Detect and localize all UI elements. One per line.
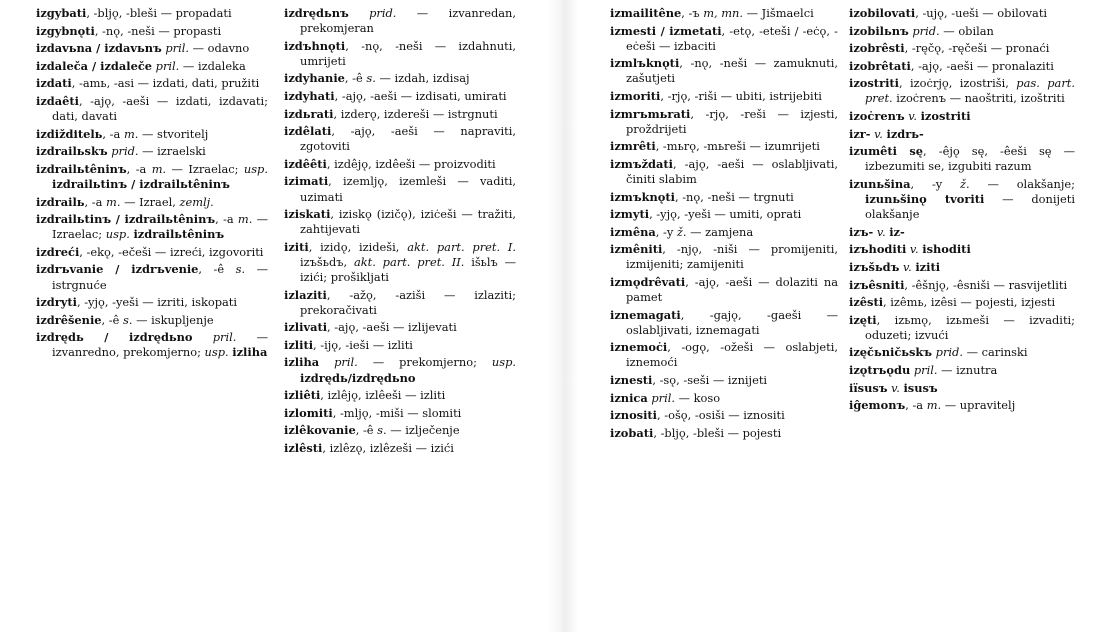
dictionary-entry	[610, 207, 838, 222]
dictionary-entry	[849, 24, 1075, 39]
headword: izunьšina	[849, 176, 911, 191]
grammar-label: s.	[235, 262, 246, 277]
dictionary-entry	[610, 242, 838, 272]
headword: izliha	[232, 345, 268, 360]
dictionary-entry	[36, 24, 268, 39]
definition-text: , -y	[655, 224, 677, 239]
headword: izlaziti	[284, 287, 327, 302]
headword: izliha	[284, 355, 320, 370]
definition-text: — izvanredno, prekomjerno;	[52, 330, 268, 360]
headword: izdyhanie	[284, 71, 345, 86]
definition-text: , -êjǫ sę, -êeši sę — izbezumiti se, izgubiti razum	[865, 144, 1075, 174]
dictionary-entry	[849, 76, 1075, 106]
headword: izlêkovanie	[284, 423, 356, 438]
headword: izlomiti	[284, 405, 333, 420]
headword: izunьšinǫ tvoriti	[865, 192, 985, 207]
headword: izdьrati	[284, 106, 334, 121]
headword: izliêti	[284, 388, 321, 403]
grammar-label: prid.	[935, 345, 963, 360]
definition-text: — koso	[675, 390, 721, 405]
dictionary-entry	[36, 6, 268, 21]
headword: iziti	[915, 259, 941, 274]
definition-text: , izêmь, izêsi — pojesti, izjesti	[883, 295, 1056, 310]
grammar-label: ž.	[676, 224, 687, 239]
definition-text: , izidǫ, izideši,	[308, 239, 408, 254]
dictionary-entry	[284, 406, 516, 421]
definition-text: — carinski	[962, 345, 1028, 360]
definition-text: , -ajǫ, -aeši — pronalaziti	[910, 58, 1054, 73]
dictionary-entry	[849, 127, 1075, 142]
grammar-label: usp.	[105, 227, 130, 242]
grammar-label: pril.	[651, 390, 676, 405]
dictionary-column-4	[849, 6, 1075, 416]
definition-text: , -ažǫ, -aziši — izlaziti; prekoračivati	[300, 287, 516, 317]
definition-text: , -amь, -asi — izdati, dati, pružiti	[71, 76, 260, 91]
dictionary-entry	[849, 295, 1075, 310]
grammar-label: zemlj.	[179, 194, 214, 209]
headword: izdrailь	[36, 194, 85, 209]
definition-text: — izvanredan, prekomjeran	[300, 6, 516, 36]
grammar-label: ž.	[960, 176, 970, 191]
headword: izgybati	[36, 6, 87, 20]
headword: izmailitêne	[610, 6, 682, 20]
definition-text: , -ijǫ, -ieši — izliti	[313, 337, 413, 352]
dictionary-entry	[610, 408, 838, 423]
grammar-label: v.	[908, 109, 917, 124]
headword: izmyti	[610, 207, 650, 222]
headword: izdryti	[36, 295, 77, 310]
definition-text: — Jišmaelci	[743, 6, 814, 20]
headword: isusъ	[903, 380, 938, 395]
dictionary-column-2	[284, 6, 516, 459]
headword: izlêsti	[284, 440, 323, 455]
dictionary-column-1	[36, 6, 268, 363]
definition-text: , -rjǫ, -riši — ubiti, istrijebiti	[660, 88, 822, 103]
definition-text: , izьmǫ, izьmeši — izvaditi; oduzeti; izvući	[865, 312, 1075, 342]
headword: iz-	[889, 224, 905, 239]
headword: izobilovati	[849, 6, 916, 20]
dictionary-entry	[610, 275, 838, 305]
definition-text: — iznutra	[937, 362, 998, 377]
dictionary-entry	[610, 225, 838, 240]
dictionary-entry	[849, 225, 1075, 240]
dictionary-entry	[284, 89, 516, 104]
headword: izdrędь / izdrędьno	[36, 330, 193, 345]
headword: izmrъmьrati	[610, 106, 691, 121]
dictionary-entry	[849, 6, 1075, 21]
definition-text	[319, 355, 334, 369]
headword: izdrailьtêninъ	[133, 227, 225, 242]
definition-text: , -ajǫ, -aeši — oslabljivati, činiti slabim	[626, 156, 838, 186]
definition-text: — izlječenje	[386, 423, 460, 438]
grammar-label: s.	[122, 312, 133, 327]
definition-text: , -ekǫ, -ečeši — izreći, izgovoriti	[79, 244, 264, 259]
headword: izmoriti	[610, 88, 661, 103]
headword: izobati	[610, 425, 654, 440]
dictionary-entry	[849, 398, 1075, 413]
headword: iziskati	[284, 207, 331, 222]
headword: izostriti	[849, 76, 899, 91]
dictionary-entry	[284, 288, 516, 318]
definition-text: , -ošǫ, -osiši — iznositi	[657, 408, 785, 423]
headword: iïsusъ	[849, 380, 888, 395]
dictionary-entry	[610, 139, 838, 154]
dictionary-entry	[284, 240, 516, 285]
dictionary-entry	[849, 41, 1075, 56]
grammar-label: prid.	[912, 23, 940, 38]
headword: izobrêsti	[849, 41, 905, 56]
definition-text: — istrgnuće	[52, 262, 268, 292]
headword: izdrailьtinъ / izdrailьtêninъ	[52, 176, 230, 191]
definition-text: išьlъ — izići; prošikljati	[300, 254, 516, 284]
dictionary-entry	[610, 6, 838, 21]
definition-text: , -a	[102, 126, 124, 141]
grammar-label: v.	[874, 126, 883, 141]
definition-text: , -nǫ, -neši — trgnuti	[674, 189, 794, 204]
definition-text: , izdêjǫ, izdêeši — proizvoditi	[326, 156, 496, 171]
headword: iznesti	[610, 373, 653, 388]
grammar-label: pril.	[155, 58, 180, 73]
grammar-label: akt. part. pret. I.	[407, 239, 516, 254]
headword: ishoditi	[922, 242, 971, 257]
definition-text: , izderǫ, izdereši — istrgnuti	[333, 106, 498, 121]
definition-text	[349, 6, 369, 20]
dictionary-entry	[849, 278, 1075, 293]
headword: izdrailьtinъ / izdrailьtêninъ	[36, 212, 216, 227]
headword: izǫtrьǫdu	[849, 362, 911, 377]
definition-text: , izlêzǫ, izlêzeši — izići	[322, 440, 454, 455]
headword: izdêêti	[284, 156, 327, 171]
dictionary-entry	[610, 24, 838, 54]
dictionary-entry	[849, 109, 1075, 124]
definition-text: , -ajǫ, -aeši — dolaziti na pamet	[626, 275, 838, 305]
grammar-label: pril.	[212, 330, 237, 345]
headword: izliti	[284, 337, 314, 352]
definition-text: — Izraelac;	[52, 212, 268, 242]
definition-text: , -njǫ, -niši — promijeniti, izmijeniti; zamijeniti	[626, 242, 838, 272]
grammar-label: usp.	[243, 161, 268, 176]
grammar-label: s.	[366, 71, 376, 86]
dictionary-entry	[36, 245, 268, 260]
definition-text: , -bljǫ, -bleši — pojesti	[653, 425, 782, 440]
headword: izimati	[284, 174, 329, 189]
grammar-label: m.	[926, 398, 942, 413]
headword: izobilьnъ	[849, 23, 909, 38]
dictionary-entry	[36, 41, 268, 56]
definition-text: , -ajǫ, -aeši — izlijevati	[327, 320, 457, 335]
definition-text: , -a	[905, 398, 927, 413]
definition-text: , -yjǫ, -yeši — izriti, iskopati	[76, 295, 238, 310]
dictionary-entry	[610, 56, 838, 86]
definition-text: , -gajǫ, -gaeši — oslabljivati, iznemagati	[626, 307, 838, 337]
headword: izdrêšenie	[36, 312, 102, 327]
definition-text: , -nǫ, -neši — zamuknuti, zašutjeti	[626, 56, 838, 86]
dictionary-entry	[610, 426, 838, 441]
definition-text: izъšьdъ,	[300, 254, 354, 269]
headword: izmêna	[610, 224, 656, 239]
dictionary-entry	[36, 295, 268, 310]
headword: izmesti / izmetati	[610, 23, 722, 38]
definition-text: , -ê	[344, 71, 367, 86]
definition-text: , -ajǫ, -aeši — napraviti, zgotoviti	[300, 124, 516, 154]
definition-text: — zamjena	[686, 224, 754, 239]
definition-text: , -bljǫ, -bleši — propadati	[86, 6, 232, 20]
definition-text: , -ê	[101, 312, 123, 327]
dictionary-entry	[284, 71, 516, 86]
dictionary-entry	[36, 195, 268, 210]
headword: izъ-	[849, 224, 874, 239]
definition-text: , -y	[910, 176, 961, 191]
definition-text: , -mьrǫ, -mьreši — izumrijeti	[655, 139, 820, 154]
headword: iznemagati	[610, 307, 681, 322]
definition-text: , -nǫ, -neši — propasti	[94, 23, 222, 38]
headword: izdъhnǫti	[284, 38, 346, 53]
dictionary-entry	[36, 313, 268, 328]
definition-text: , -etǫ, -eteši / -eċǫ, -eċeši — izbaciti	[626, 23, 839, 53]
dictionary-entry	[284, 107, 516, 122]
dictionary-entry	[849, 363, 1075, 378]
dictionary-entry	[284, 355, 516, 385]
headword: izdavьna / izdavьnъ	[36, 41, 162, 56]
dictionary-entry	[36, 162, 268, 192]
definition-text: izoċrenъ — naoštriti, izoštriti	[892, 91, 1065, 106]
headword: izęčьničьskъ	[849, 345, 933, 360]
headword: izdaêti	[36, 93, 79, 108]
headword: izr-	[849, 126, 871, 141]
dictionary-entry	[36, 76, 268, 91]
dictionary-entry	[284, 39, 516, 69]
dictionary-entry	[849, 345, 1075, 360]
definition-text: — donijeti olakšanje	[865, 192, 1075, 222]
dictionary-entry	[610, 391, 838, 406]
dictionary-entry	[610, 107, 838, 137]
dictionary-entry	[849, 177, 1075, 222]
dictionary-entry	[36, 330, 268, 360]
dictionary-entry	[284, 207, 516, 237]
headword: izostriti	[920, 109, 971, 124]
headword: iziti	[284, 239, 309, 254]
headword: izdiždіtelь	[36, 126, 103, 141]
dictionary-entry	[284, 388, 516, 403]
dictionary-entry	[610, 89, 838, 104]
definition-text: , -ê	[355, 423, 378, 438]
dictionary-entry	[284, 320, 516, 335]
definition-text	[193, 330, 213, 344]
definition-text: , -a	[84, 194, 107, 209]
grammar-label: usp.	[491, 355, 516, 370]
dictionary-entry	[284, 6, 516, 36]
definition-text: , -sǫ, -seši — iznijeti	[652, 373, 768, 388]
definition-text: , -ajǫ, -aeši — izdisati, umirati	[334, 88, 507, 103]
definition-text: — odavno	[189, 41, 250, 56]
headword: izmъždati	[610, 156, 673, 171]
headword: izdrь-	[886, 126, 924, 141]
dictionary-entry	[284, 423, 516, 438]
headword: izdrędьnъ	[284, 6, 349, 20]
definition-text: , -yjǫ, -yeši — umiti, oprati	[649, 207, 802, 222]
definition-text: , -rjǫ, -reši — izjesti, proždrijeti	[626, 106, 838, 136]
dictionary-entry	[610, 157, 838, 187]
headword: izdêlati	[284, 124, 332, 139]
headword: izъhoditi	[849, 242, 907, 257]
headword: izumêti sę	[849, 144, 924, 159]
page-gutter	[548, 0, 578, 632]
definition-text: , -a	[215, 212, 238, 227]
headword: izgybnǫti	[36, 23, 95, 38]
headword: iznica	[610, 390, 648, 405]
dictionary-entry	[610, 190, 838, 205]
headword: izlivati	[284, 320, 328, 335]
dictionary-entry	[36, 212, 268, 242]
dictionary-entry	[284, 124, 516, 154]
dictionary-entry	[36, 127, 268, 142]
dictionary-entry	[849, 59, 1075, 74]
headword: izdrailьtêninъ	[36, 161, 127, 176]
definition-text: — stvoritelj	[138, 126, 209, 141]
headword: izdaleča / izdaleče	[36, 58, 153, 73]
definition-text: — izraelski	[138, 144, 206, 159]
grammar-label: usp.	[204, 345, 229, 360]
definition-text: — Izraelac;	[166, 161, 244, 176]
grammar-label: prid.	[111, 144, 139, 159]
headword: izъêsniti	[849, 277, 905, 292]
headword: izdyhati	[284, 88, 335, 103]
grammar-label: pas. part. pret.	[865, 76, 1075, 106]
definition-text: — iskupljenje	[132, 312, 214, 327]
grammar-label: pril.	[913, 362, 938, 377]
dictionary-entry	[610, 308, 838, 338]
grammar-label: pril.	[165, 41, 190, 56]
headword: izdati	[36, 76, 72, 91]
definition-text: , -ê	[198, 262, 236, 277]
headword: izęti	[849, 312, 877, 327]
dictionary-entry	[610, 340, 838, 370]
dictionary-entry	[849, 313, 1075, 343]
grammar-label: m.	[106, 194, 121, 209]
definition-text: — izdah, izdisaj	[375, 71, 470, 86]
grammar-label: m.	[151, 161, 167, 176]
headword: iĝemonъ	[849, 398, 906, 413]
definition-text: , -ręčǫ, -ręčeši — pronaći	[904, 41, 1050, 56]
definition-text: — upravitelj	[941, 398, 1016, 413]
dictionary-entry	[36, 262, 268, 292]
grammar-label: prid.	[369, 6, 397, 20]
grammar-label: v.	[876, 224, 886, 239]
dictionary-entry	[284, 174, 516, 204]
headword: izoċrenъ	[849, 109, 905, 124]
dictionary-entry	[610, 373, 838, 388]
dictionary-entry	[284, 157, 516, 172]
grammar-label: v.	[903, 259, 912, 274]
headword: izъšьdъ	[849, 259, 900, 274]
definition-text: , izoċrjǫ, izostriši,	[898, 76, 1017, 91]
dictionary-entry	[849, 242, 1075, 257]
definition-text: , izlêjǫ, izlêeši — izliti	[320, 388, 446, 403]
dictionary-entry	[849, 144, 1075, 174]
headword: izmǫdrêvati	[610, 275, 686, 289]
definition-text: — olakšanje;	[969, 176, 1075, 191]
definition-text: , -ъ	[681, 6, 704, 20]
dictionary-entry	[849, 260, 1075, 275]
grammar-label: v.	[891, 380, 900, 395]
definition-text: , -mljǫ, -miši — slomiti	[332, 405, 462, 420]
definition-text: , -a	[126, 161, 152, 176]
grammar-label: pril.	[334, 355, 358, 370]
headword: iznositi	[610, 408, 658, 423]
headword: izmъknǫti	[610, 189, 675, 204]
grammar-label: m.	[123, 126, 139, 141]
headword: izêsti	[849, 295, 884, 310]
grammar-label: v.	[909, 242, 919, 257]
dictionary-entry	[36, 94, 268, 124]
definition-text: , -êšnjǫ, -êsniši — rasvijetliti	[904, 277, 1068, 292]
grammar-label: m.	[237, 212, 253, 227]
grammar-label: akt. part. pret. II.	[353, 254, 465, 269]
dictionary-entry	[284, 441, 516, 456]
definition-text: , -nǫ, -neši — izdahnuti, umrijeti	[300, 38, 516, 68]
dictionary-column-3	[610, 6, 838, 443]
definition-text: , -ogǫ, -ožeši — oslabjeti, iznemoći	[626, 340, 838, 370]
headword: izdrailьskъ	[36, 144, 108, 159]
headword: izdreći	[36, 244, 80, 259]
dictionary-entry	[36, 144, 268, 159]
headword: izmlъknǫti	[610, 56, 680, 71]
headword: izobrêtati	[849, 58, 911, 73]
headword: izmrêti	[610, 139, 656, 154]
headword: iznemoċi	[610, 340, 668, 355]
definition-text: — obilan	[939, 23, 994, 38]
definition-text: , -ajǫ, -aeši — izdati, izdavati; dati, davati	[52, 93, 268, 124]
definition-text: — prekomjerno;	[357, 355, 492, 370]
grammar-label: s.	[377, 423, 387, 438]
dictionary-entry	[36, 59, 268, 74]
definition-text: — izdaleka	[179, 58, 246, 73]
headword: izmêniti	[610, 242, 663, 257]
definition-text: , izemljǫ, izemleši — vaditi, uzimati	[300, 174, 516, 204]
definition-text: , iziskǫ (izičǫ), iziċeši — tražiti, zahtijevati	[300, 207, 516, 237]
headword: izdrędь/izdrędьno	[300, 370, 416, 385]
definition-text: , -ujǫ, -ueši — obilovati	[915, 6, 1048, 20]
headword: izdrъvanie / izdrъvenie	[36, 262, 199, 277]
grammar-label: m, mn.	[703, 6, 744, 20]
definition-text: — Izrael,	[120, 194, 180, 209]
dictionary-entry	[284, 338, 516, 353]
dictionary-entry	[849, 381, 1075, 396]
